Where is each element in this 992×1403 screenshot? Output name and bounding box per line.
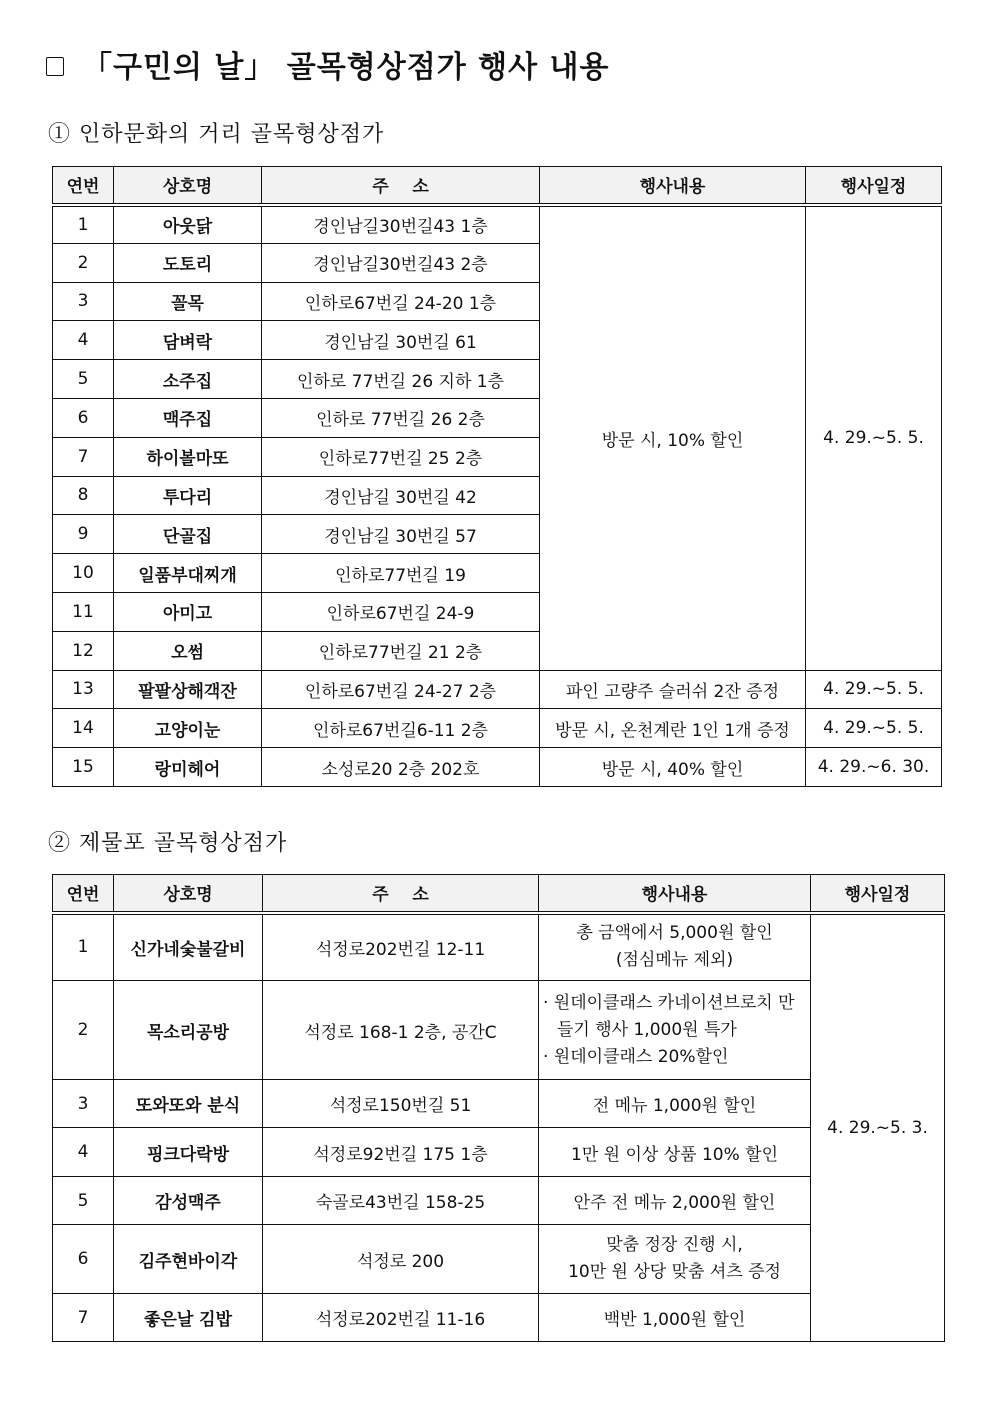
- section-heading-jemulpo: ② 제물포 골목형상점가: [48, 831, 288, 856]
- store-name: 아웃닭: [114, 205, 262, 244]
- store-address: 석정로150번길 51: [263, 1080, 539, 1128]
- store-address: 경인남길 30번길 57: [262, 515, 540, 554]
- store-name: 감성맥주: [114, 1177, 263, 1225]
- store-address: 숙골로43번길 158-25: [263, 1177, 539, 1225]
- event-content-merged: 방문 시, 10% 할인: [540, 205, 806, 671]
- store-address: 석정로 168-1 2층, 공간C: [263, 981, 539, 1080]
- col-header-address: 주 소: [262, 167, 540, 205]
- row-no: 1: [53, 913, 114, 981]
- table-row: [53, 670, 942, 709]
- row-no: 6: [53, 398, 114, 437]
- row-no: 5: [53, 1177, 114, 1225]
- store-address: 인하로67번길 24-9: [262, 592, 540, 631]
- row-no: 6: [53, 1225, 114, 1294]
- row-no: 12: [53, 631, 114, 670]
- store-name: 꼴목: [114, 282, 262, 321]
- event-period-merged: 4. 29.~5. 3.: [811, 913, 945, 1342]
- table-row: [53, 709, 942, 748]
- store-address: 인하로67번길6-11 2층: [262, 709, 540, 748]
- table-header-row: [53, 875, 945, 913]
- row-no: 4: [53, 1128, 114, 1177]
- store-address: 경인남길 30번길 42: [262, 476, 540, 515]
- store-name: 김주현바이각: [114, 1225, 263, 1294]
- row-no: 3: [53, 282, 114, 321]
- row-no: 8: [53, 476, 114, 515]
- store-name: 신가네숯불갈비: [114, 913, 263, 981]
- event-content: [539, 913, 811, 981]
- row-no: 5: [53, 360, 114, 399]
- document-title: [46, 42, 610, 86]
- event-content: 전 메뉴 1,000원 할인: [539, 1080, 811, 1128]
- empty-square-icon: [46, 57, 64, 76]
- event-content: 1만 원 이상 상품 10% 할인: [539, 1128, 811, 1177]
- store-address: 인하로77번길 21 2층: [262, 631, 540, 670]
- row-no: 2: [53, 243, 114, 282]
- event-content: 방문 시, 40% 할인: [540, 748, 806, 787]
- store-name: 담벼락: [114, 321, 262, 360]
- row-no: 10: [53, 554, 114, 593]
- store-address: 인하로77번길 25 2층: [262, 437, 540, 476]
- store-address: 인하로77번길 19: [262, 554, 540, 593]
- store-name: 일품부대찌개: [114, 554, 262, 593]
- section-heading-inha: ① 인하문화의 거리 골목형상점가: [48, 122, 385, 147]
- table-row: [53, 913, 945, 981]
- store-address: 인하로 77번길 26 지하 1층: [262, 360, 540, 399]
- store-name: 맥주집: [114, 398, 262, 437]
- store-name: 도토리: [114, 243, 262, 282]
- table-row: [53, 748, 942, 787]
- store-address: 소성로20 2층 202호: [262, 748, 540, 787]
- row-no: 13: [53, 670, 114, 709]
- row-no: 11: [53, 592, 114, 631]
- event-content: 백반 1,000원 할인: [539, 1294, 811, 1342]
- store-name: 목소리공방: [114, 981, 263, 1080]
- event-line: 맞춤 정장 진행 시,: [606, 1235, 743, 1255]
- col-header-period: 행사일정: [806, 167, 942, 205]
- store-name: 아미고: [114, 592, 262, 631]
- event-content: 방문 시, 온천계란 1인 1개 증정: [540, 709, 806, 748]
- event-content: [539, 981, 811, 1080]
- col-header-event: 행사내용: [540, 167, 806, 205]
- event-line: 총 금액에서 5,000원 할인: [576, 923, 773, 944]
- events-table-inha: [52, 166, 942, 787]
- table-row: [53, 205, 942, 244]
- row-no: 7: [53, 437, 114, 476]
- store-name: 좋은날 김밥: [114, 1294, 263, 1342]
- row-no: 3: [53, 1080, 114, 1128]
- store-address: 경인남길30번길43 2층: [262, 243, 540, 282]
- event-line: (점심메뉴 제외): [615, 950, 734, 971]
- col-header-name: 상호명: [114, 875, 263, 913]
- document-title-text: 「구민의 날」 골목형상점가 행사 내용: [82, 50, 610, 85]
- store-address: 석정로92번길 175 1층: [263, 1128, 539, 1177]
- store-name: 또와또와 분식: [114, 1080, 263, 1128]
- col-header-no: 연번: [53, 167, 114, 205]
- event-period: 4. 29.~5. 5.: [806, 709, 942, 748]
- col-header-name: 상호명: [114, 167, 262, 205]
- store-address: 경인남길30번길43 1층: [262, 205, 540, 244]
- store-name: 소주집: [114, 360, 262, 399]
- row-no: 15: [53, 748, 114, 787]
- events-table-jemulpo: [52, 874, 945, 1342]
- store-name: 단골집: [114, 515, 262, 554]
- event-content: 파인 고량주 슬러쉬 2잔 증정: [540, 670, 806, 709]
- store-name: 고양이눈: [114, 709, 262, 748]
- row-no: 7: [53, 1294, 114, 1342]
- row-no: 9: [53, 515, 114, 554]
- col-header-event: 행사내용: [539, 875, 811, 913]
- store-address: 경인남길 30번길 61: [262, 321, 540, 360]
- event-content: [539, 1225, 811, 1294]
- store-name: 오썸: [114, 631, 262, 670]
- row-no: 2: [53, 981, 114, 1080]
- store-name: 핑크다락방: [114, 1128, 263, 1177]
- event-content: 안주 전 메뉴 2,000원 할인: [539, 1177, 811, 1225]
- store-name: 투다리: [114, 476, 262, 515]
- store-address: 석정로 200: [263, 1225, 539, 1294]
- col-header-address: 주 소: [263, 875, 539, 913]
- store-address: 인하로 77번길 26 2층: [262, 398, 540, 437]
- store-address: 인하로67번길 24-20 1층: [262, 282, 540, 321]
- col-header-period: 행사일정: [811, 875, 945, 913]
- store-name: 팔팔상해객잔: [114, 670, 262, 709]
- store-name: 랑미헤어: [114, 748, 262, 787]
- event-line: 10만 원 상당 맞춤 셔츠 증정: [568, 1262, 781, 1282]
- table-header-row: [53, 167, 942, 205]
- store-address: 인하로67번길 24-27 2층: [262, 670, 540, 709]
- event-line: · 원데이클래스 카네이션브로치 만들기 행사 1,000원 특가: [543, 992, 795, 1040]
- store-name: 하이볼마또: [114, 437, 262, 476]
- row-no: 4: [53, 321, 114, 360]
- store-address: 석정로202번길 11-16: [263, 1294, 539, 1342]
- event-period: 4. 29.~5. 5.: [806, 670, 942, 709]
- store-address: 석정로202번길 12-11: [263, 913, 539, 981]
- event-line: · 원데이클래스 20%할인: [543, 1046, 729, 1067]
- event-period-merged: 4. 29.~5. 5.: [806, 205, 942, 671]
- col-header-no: 연번: [53, 875, 114, 913]
- row-no: 1: [53, 205, 114, 244]
- row-no: 14: [53, 709, 114, 748]
- event-period: 4. 29.~6. 30.: [806, 748, 942, 787]
